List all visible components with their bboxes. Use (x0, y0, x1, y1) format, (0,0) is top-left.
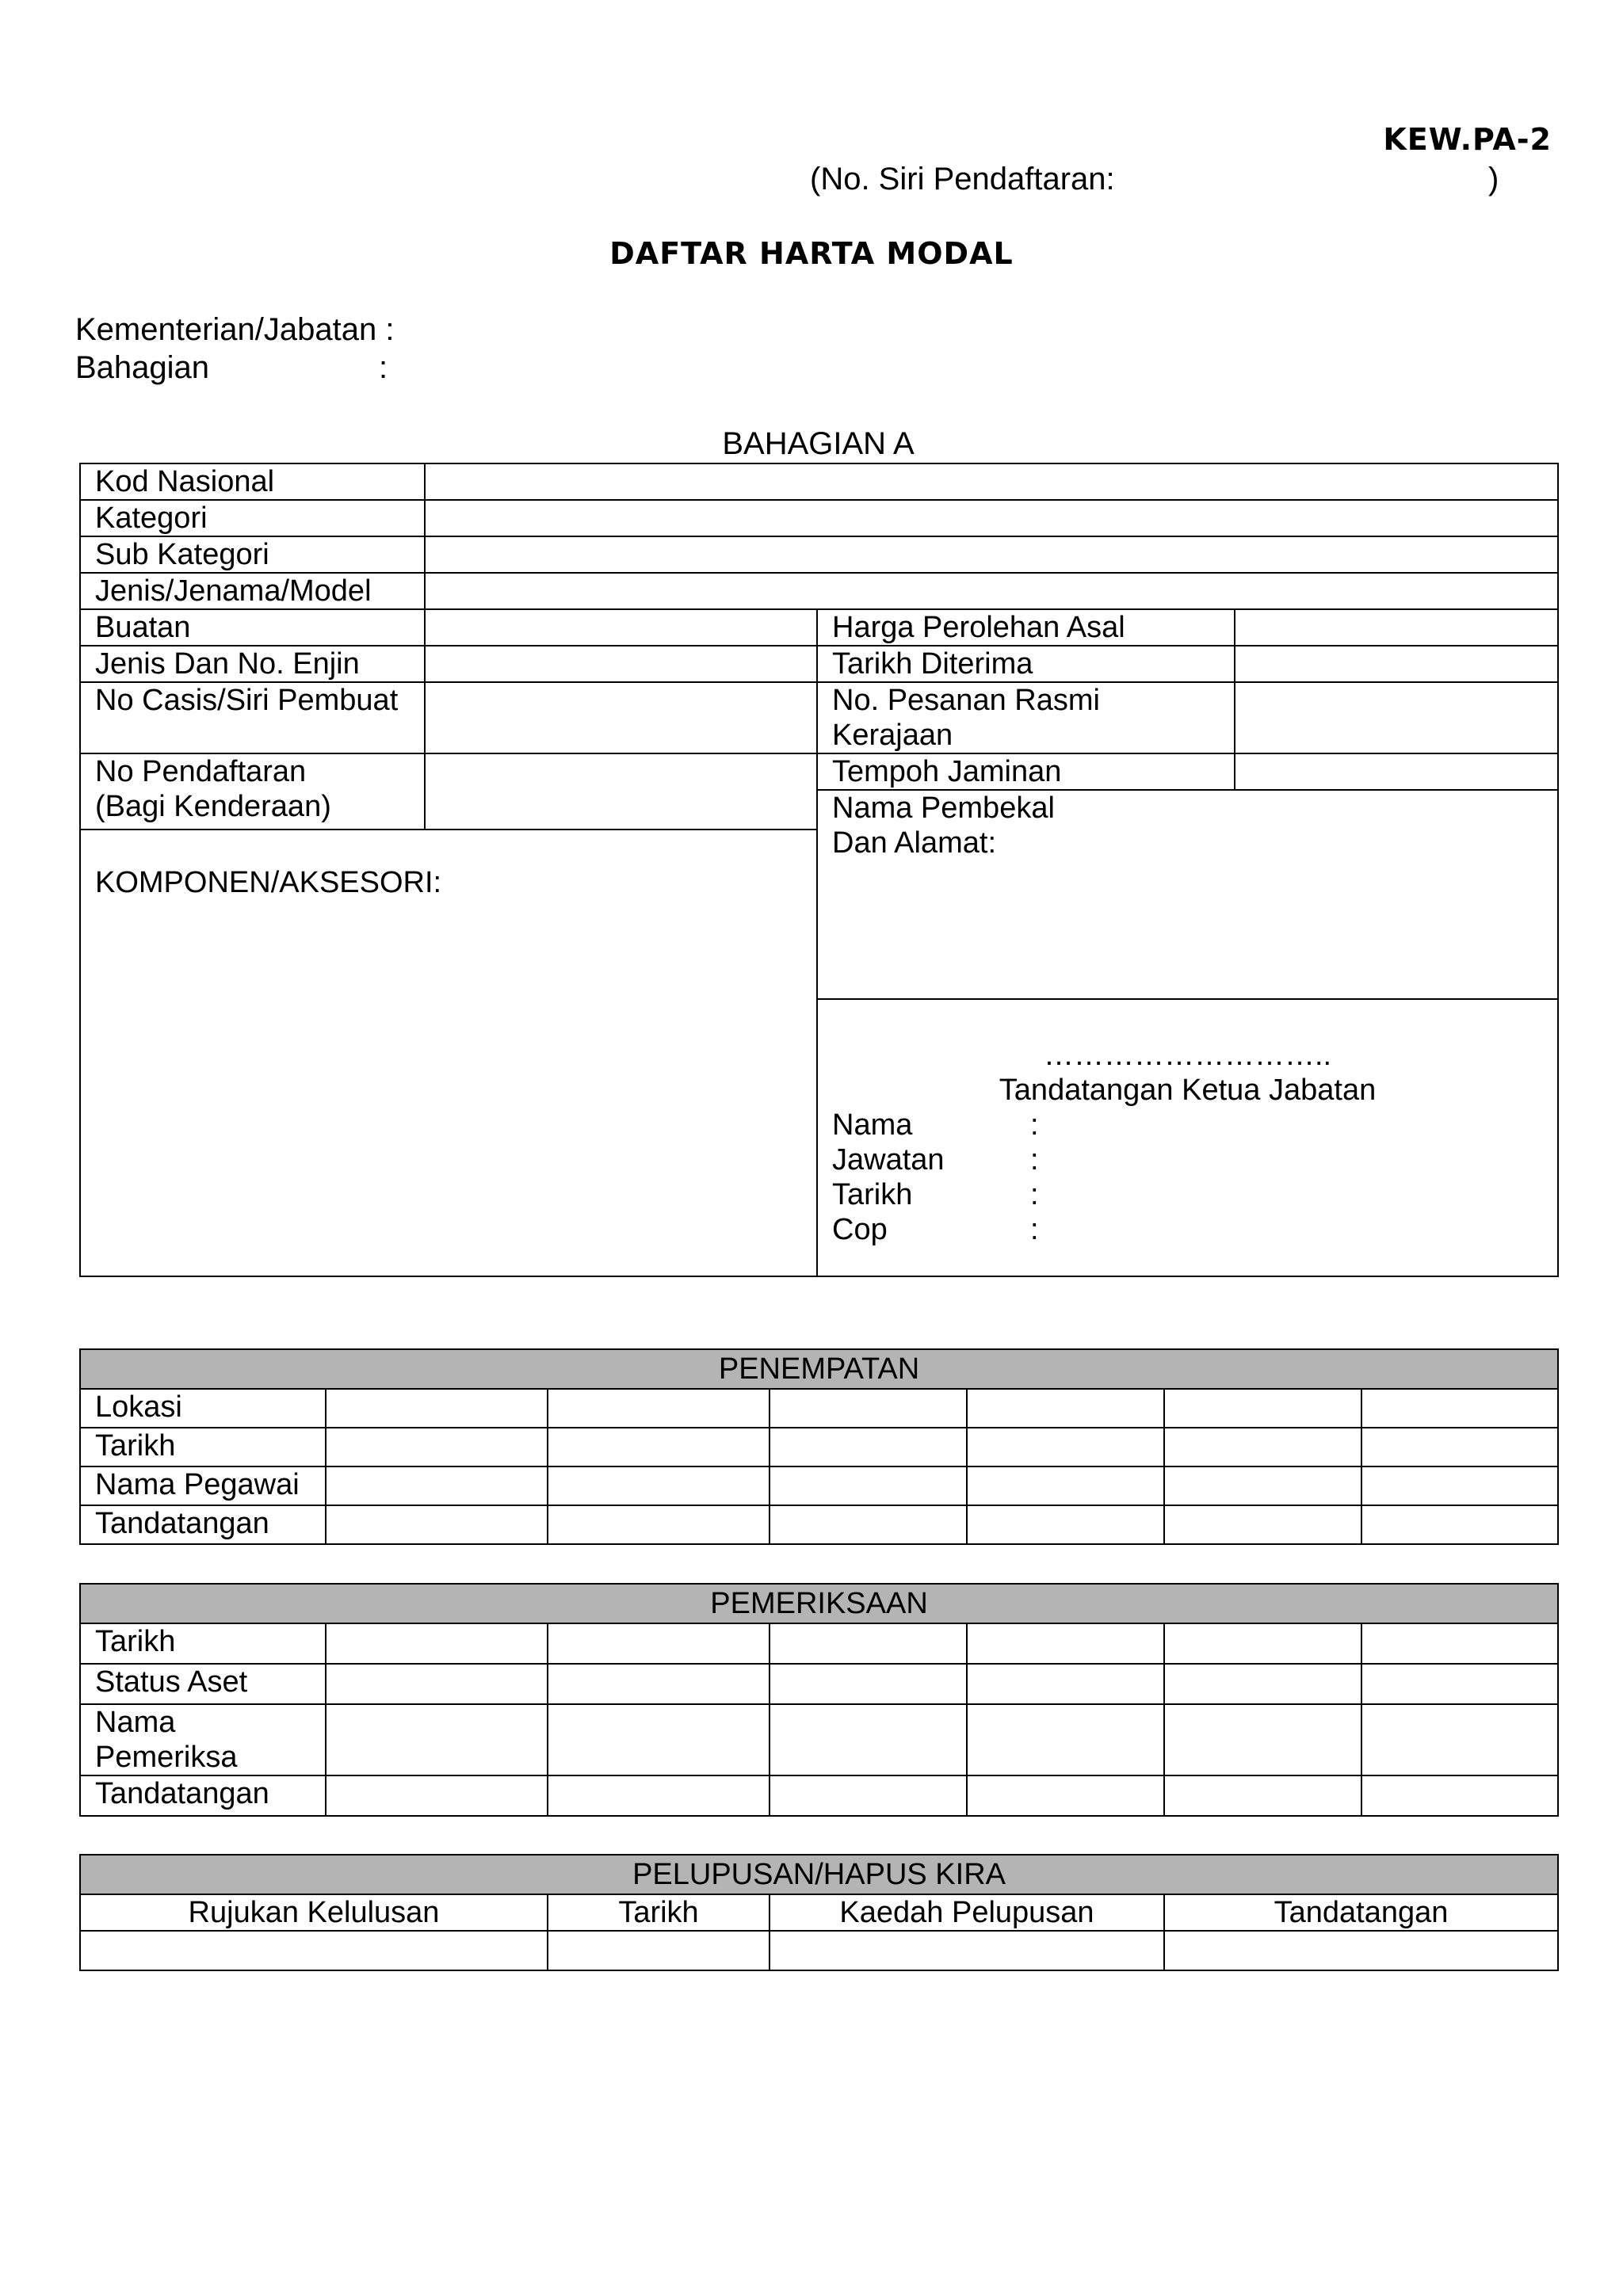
table-row (80, 1505, 1558, 1544)
table-cell[interactable] (769, 1466, 967, 1505)
label-sub-kategori: Sub Kategori (80, 536, 425, 573)
table-row (80, 1389, 1558, 1428)
label-pembekal-line2: Dan Alamat: (832, 826, 996, 860)
field-harga[interactable] (1235, 609, 1558, 646)
penempatan-title: PENEMPATAN (80, 1349, 1558, 1389)
penempatan-label-nama-pegawai: Nama Pegawai (80, 1466, 326, 1505)
field-sub-kategori[interactable] (425, 536, 1558, 573)
table-cell[interactable] (1361, 1623, 1558, 1664)
field-jenis-model[interactable] (425, 573, 1558, 609)
table-cell[interactable] (967, 1664, 1164, 1704)
table-cell[interactable] (326, 1704, 548, 1775)
table-cell[interactable] (1164, 1623, 1361, 1664)
table-cell[interactable] (548, 1775, 769, 1816)
label-kategori: Kategori (80, 500, 425, 536)
label-komponen: KOMPONEN/AKSESORI: (95, 866, 442, 899)
table-row (80, 1775, 1558, 1816)
pemeriksaan-label-tandatangan: Tandatangan (80, 1775, 326, 1816)
sig-cop-colon: : (1030, 1213, 1039, 1246)
table-cell[interactable] (967, 1428, 1164, 1466)
label-pendaftaran-line1: No Pendaftaran (95, 755, 307, 788)
table-row (80, 1664, 1558, 1704)
table-cell[interactable] (967, 1466, 1164, 1505)
page-title: DAFTAR HARTA MODAL (609, 236, 1014, 271)
table-cell[interactable] (1361, 1704, 1558, 1775)
sig-jawatan-row (832, 1142, 1557, 1177)
table-cell[interactable] (548, 1664, 769, 1704)
table-row (80, 1704, 1558, 1775)
table-cell[interactable] (1361, 1505, 1558, 1544)
label-jenis-model: Jenis/Jenama/Model (80, 573, 425, 609)
table-cell[interactable] (769, 1704, 967, 1775)
pelupusan-header-tandatangan: Tandatangan (1164, 1894, 1558, 1931)
table-cell[interactable] (548, 1931, 769, 1970)
table-row (80, 1931, 1558, 1970)
label-buatan: Buatan (80, 609, 425, 646)
sig-jawatan-colon: : (1030, 1143, 1039, 1177)
table-cell[interactable] (548, 1466, 769, 1505)
table-cell[interactable] (548, 1389, 769, 1428)
pelupusan-header-kaedah: Kaedah Pelupusan (769, 1894, 1164, 1931)
field-tempoh[interactable] (1235, 753, 1558, 790)
sig-nama-colon: : (1030, 1108, 1039, 1142)
sig-nama-row (832, 1108, 1557, 1142)
table-cell[interactable] (769, 1623, 967, 1664)
signature-title: Tandatangan Ketua Jabatan (999, 1074, 1377, 1107)
field-kod-nasional[interactable] (425, 463, 1558, 500)
table-cell[interactable] (548, 1505, 769, 1544)
table-cell[interactable] (1164, 1664, 1361, 1704)
table-cell[interactable] (967, 1704, 1164, 1775)
table-cell[interactable] (326, 1664, 548, 1704)
label-pembekal-line1: Nama Pembekal (832, 791, 1055, 825)
table-cell[interactable] (1164, 1466, 1361, 1505)
table-cell[interactable] (326, 1505, 548, 1544)
table-cell[interactable] (326, 1428, 548, 1466)
table-cell[interactable] (548, 1623, 769, 1664)
table-cell[interactable] (1164, 1505, 1361, 1544)
penempatan-label-tandatangan: Tandatangan (80, 1505, 326, 1544)
sig-jawatan-label: Jawatan (832, 1143, 945, 1177)
table-cell[interactable] (769, 1389, 967, 1428)
label-kod-nasional: Kod Nasional (80, 463, 425, 500)
field-enjin[interactable] (425, 646, 817, 682)
table-cell[interactable] (548, 1428, 769, 1466)
table-cell[interactable] (769, 1931, 1164, 1970)
field-komponen[interactable] (80, 830, 817, 1276)
table-cell[interactable] (769, 1428, 967, 1466)
division-colon: : (379, 350, 388, 385)
table-cell[interactable] (1164, 1704, 1361, 1775)
section-a-table (79, 463, 1559, 1277)
pelupusan-header-rujukan: Rujukan Kelulusan (80, 1894, 548, 1931)
label-pendaftaran (80, 753, 425, 830)
table-cell[interactable] (967, 1505, 1164, 1544)
label-tarikh-diterima: Tarikh Diterima (817, 646, 1235, 682)
field-pendaftaran[interactable] (425, 753, 817, 830)
pelupusan-title: PELUPUSAN/HAPUS KIRA (80, 1855, 1558, 1894)
table-cell[interactable] (1361, 1775, 1558, 1816)
signature-dots: ……………………….. (1043, 1039, 1332, 1072)
pemeriksaan-label-nama-pemeriksa: Nama Pemeriksa (80, 1704, 326, 1775)
penempatan-label-tarikh: Tarikh (80, 1428, 326, 1466)
pelupusan-header-tarikh: Tarikh (548, 1894, 769, 1931)
field-pesanan[interactable] (1235, 682, 1558, 753)
label-pesanan (817, 682, 1235, 753)
table-cell[interactable] (326, 1623, 548, 1664)
pemeriksaan-title: PEMERIKSAAN (80, 1584, 1558, 1623)
table-cell[interactable] (1164, 1775, 1361, 1816)
table-row (80, 1623, 1558, 1664)
serial-number-label: (No. Siri Pendaftaran: (810, 162, 1115, 196)
penempatan-table (79, 1348, 1559, 1545)
label-tempoh: Tempoh Jaminan (817, 753, 1235, 790)
field-casis[interactable] (425, 682, 817, 753)
table-row (80, 1428, 1558, 1466)
table-cell[interactable] (326, 1775, 548, 1816)
penempatan-label-lokasi: Lokasi (80, 1389, 326, 1428)
table-cell[interactable] (1361, 1664, 1558, 1704)
sig-cop-row (832, 1212, 1557, 1247)
pemeriksaan-table (79, 1583, 1559, 1817)
table-cell[interactable] (769, 1505, 967, 1544)
sig-tarikh-row (832, 1177, 1557, 1212)
field-tarikh-diterima[interactable] (1235, 646, 1558, 682)
pemeriksaan-label-tarikh: Tarikh (80, 1623, 326, 1664)
table-cell[interactable] (967, 1389, 1164, 1428)
table-cell[interactable] (967, 1623, 1164, 1664)
pelupusan-table (79, 1854, 1559, 1971)
signature-block (817, 999, 1558, 1276)
field-kategori[interactable] (425, 500, 1558, 536)
division-label: Bahagian (75, 350, 210, 385)
table-cell[interactable] (80, 1931, 548, 1970)
ministry-label: Kementerian/Jabatan : (75, 312, 395, 347)
label-casis: No Casis/Siri Pembuat (80, 682, 425, 753)
label-pendaftaran-line2: (Bagi Kenderaan) (95, 790, 331, 823)
table-cell[interactable] (967, 1775, 1164, 1816)
table-cell[interactable] (1361, 1428, 1558, 1466)
label-enjin: Jenis Dan No. Enjin (80, 646, 425, 682)
label-harga: Harga Perolehan Asal (817, 609, 1235, 646)
table-cell[interactable] (1164, 1428, 1361, 1466)
sig-tarikh-label: Tarikh (832, 1178, 913, 1211)
table-cell[interactable] (769, 1775, 967, 1816)
table-cell[interactable] (1361, 1389, 1558, 1428)
table-cell[interactable] (548, 1704, 769, 1775)
serial-number-close: ) (1488, 162, 1499, 196)
table-row (80, 1466, 1558, 1505)
table-cell[interactable] (1164, 1389, 1361, 1428)
sig-nama-label: Nama (832, 1108, 913, 1142)
form-code: KEW.PA-2 (1383, 122, 1552, 157)
table-cell[interactable] (326, 1466, 548, 1505)
label-pesanan-line2: Kerajaan (832, 719, 953, 752)
section-a-title: BAHAGIAN A (722, 426, 915, 461)
label-pesanan-line1: No. Pesanan Rasmi (832, 684, 1100, 717)
sig-cop-label: Cop (832, 1213, 888, 1246)
sig-tarikh-colon: : (1030, 1178, 1039, 1211)
table-cell[interactable] (769, 1664, 967, 1704)
table-cell[interactable] (1361, 1466, 1558, 1505)
table-cell[interactable] (326, 1389, 548, 1428)
pemeriksaan-label-status-aset: Status Aset (80, 1664, 326, 1704)
field-buatan[interactable] (425, 609, 817, 646)
table-cell[interactable] (1164, 1931, 1558, 1970)
field-pembekal[interactable] (817, 790, 1558, 999)
